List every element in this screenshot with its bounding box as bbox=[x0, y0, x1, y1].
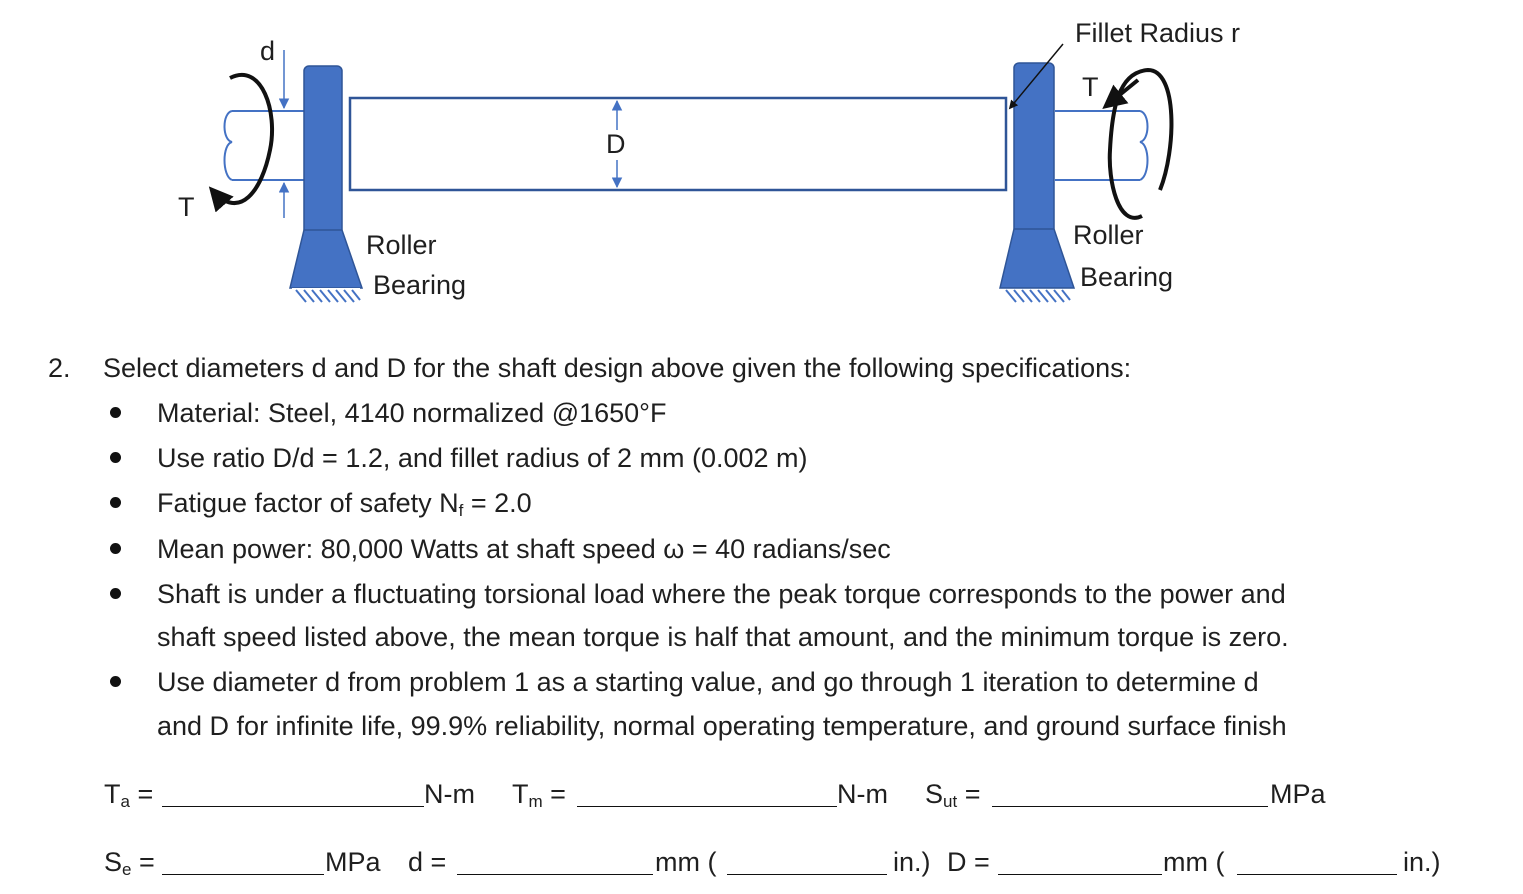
question-number: 2. bbox=[48, 353, 71, 383]
d-label: d = bbox=[408, 847, 447, 877]
right-torque-arrow bbox=[1106, 70, 1171, 218]
D-mm-unit: mm ( bbox=[1163, 847, 1225, 877]
label-bearing-right-1: Roller bbox=[1073, 220, 1144, 250]
shaft-diagram bbox=[0, 0, 1523, 320]
spec-material: Material: Steel, 4140 normalized @1650°F bbox=[157, 398, 667, 428]
bullet-dot bbox=[110, 676, 121, 687]
label-fillet-radius: Fillet Radius r bbox=[1075, 18, 1241, 48]
Tm-unit: N-m bbox=[837, 779, 888, 809]
main-shaft bbox=[350, 98, 1006, 190]
Ta-input[interactable] bbox=[162, 806, 424, 807]
label-D: D bbox=[606, 129, 626, 159]
Ta-label: $T_a$ = bbox=[104, 779, 154, 811]
Ta-unit: N-m bbox=[424, 779, 475, 809]
spec-load-line-2: shaft speed listed above, the mean torque is half that amount, and the minimum torque is zero. bbox=[157, 622, 1289, 652]
label-bearing-right-2: Bearing bbox=[1080, 262, 1174, 292]
bullet-dot bbox=[110, 497, 121, 508]
D-in-input[interactable] bbox=[1237, 874, 1397, 875]
Se-unit: MPa bbox=[325, 847, 381, 877]
Se-input[interactable] bbox=[162, 874, 324, 875]
d-in-unit: in.) bbox=[893, 847, 931, 877]
label-bearing-left-1: Roller bbox=[366, 230, 437, 260]
Sut-label: $S_{ut}$ = bbox=[925, 779, 981, 811]
bullet-dot bbox=[110, 452, 121, 463]
spec-safety-factor: Fatigue factor of safety $N_f = 2.0$ bbox=[157, 488, 532, 520]
d-mm-unit: mm ( bbox=[655, 847, 717, 877]
label-T-right: T bbox=[1082, 72, 1099, 102]
bullet-dot bbox=[110, 407, 121, 418]
bullet-dot bbox=[110, 543, 121, 554]
D-in-unit: in.) bbox=[1403, 847, 1441, 877]
d-in-input[interactable] bbox=[727, 874, 887, 875]
Sut-unit: MPa bbox=[1270, 779, 1326, 809]
left-torque-arrow bbox=[212, 75, 272, 203]
d-mm-input[interactable] bbox=[457, 874, 653, 875]
spec-load-line-1: Shaft is under a fluctuating torsional load where the peak torque corresponds to the power and bbox=[157, 579, 1286, 609]
label-d: d bbox=[260, 36, 276, 66]
label-bearing-left-2: Bearing bbox=[373, 270, 467, 300]
D-label: D = bbox=[947, 847, 990, 877]
D-mm-input[interactable] bbox=[998, 874, 1162, 875]
question-prompt: Select diameters d and D for the shaft design above given the following specifications: bbox=[103, 353, 1132, 383]
spec-iteration-line-2: and D for infinite life, 99.9% reliability, normal operating temperature, and ground surface finish bbox=[157, 711, 1287, 741]
spec-power: Mean power: 80,000 Watts at shaft speed ω = 40 radians/sec bbox=[157, 534, 891, 564]
spec-iteration-line-1: Use diameter d from problem 1 as a starting value, and go through 1 iteration to determine d bbox=[157, 667, 1259, 697]
spec-ratio: Use ratio D/d = 1.2, and fillet radius of 2 mm (0.002 m) bbox=[157, 443, 808, 473]
right-bearing bbox=[1000, 63, 1074, 302]
bullet-dot bbox=[110, 588, 121, 599]
Sut-input[interactable] bbox=[992, 806, 1268, 807]
right-shaft-end bbox=[1055, 111, 1148, 180]
Se-label: $S_e$ = bbox=[104, 847, 155, 879]
label-T-left: T bbox=[178, 192, 195, 222]
Tm-input[interactable] bbox=[577, 806, 837, 807]
Tm-label: $T_m$ = bbox=[512, 779, 566, 811]
